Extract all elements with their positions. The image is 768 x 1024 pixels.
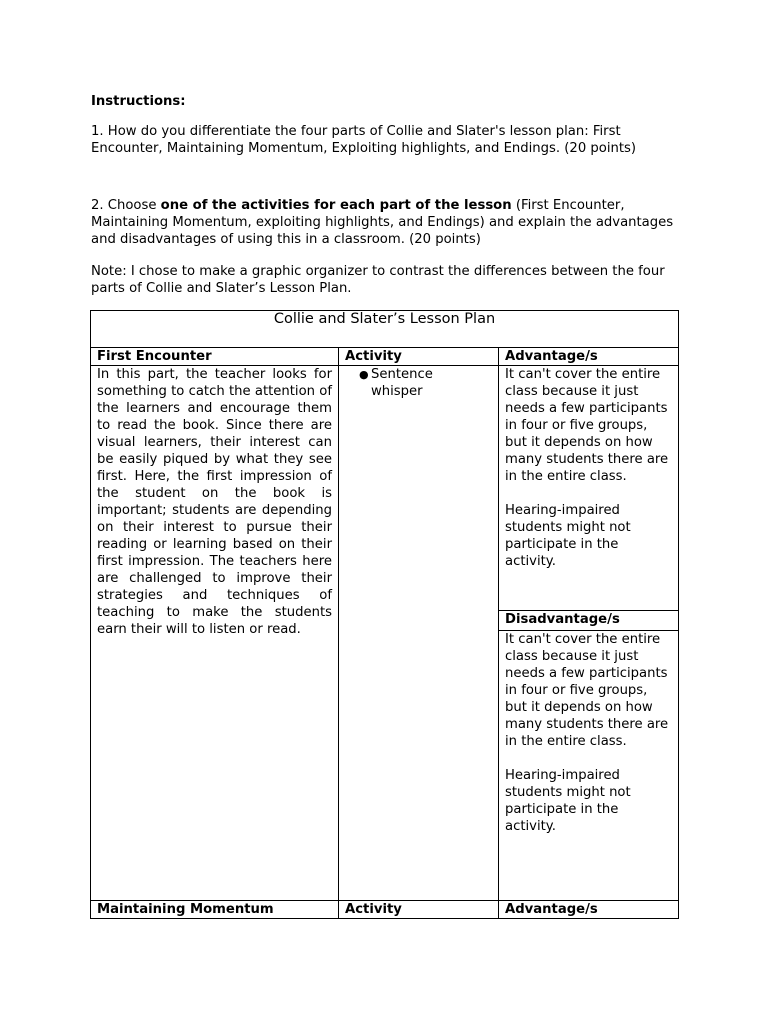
paragraph-gap xyxy=(505,750,672,767)
first-encounter-description: In this part, the teacher looks for something to catch the attention of the learners and encourage them to read the book. Since there are visual learners, their interest can be easily piqued by what they see first. Here, the first impression of the student on the book is important; students are depending on their interest to pursue their reading or learning based on their first impression. The teachers here are challenged to improve their strategies and techniques of teaching to make the students earn their will to listen or read. xyxy=(91,366,339,901)
advantage-cell xyxy=(499,366,679,611)
bullet-icon: ● xyxy=(359,368,369,381)
table-title-row xyxy=(91,311,679,348)
table-header-row xyxy=(91,901,679,919)
table-header-row xyxy=(91,348,679,366)
disadvantage-paragraph-2: Hearing-impaired students might not participate in the activity. xyxy=(505,768,631,834)
lesson-plan-table xyxy=(90,310,679,919)
activity-header: Activity xyxy=(339,348,499,366)
activity-header: Activity xyxy=(339,901,499,919)
paragraph-gap xyxy=(505,485,672,502)
note-paragraph: Note: I chose to make a graphic organizer to contrast the differences between the four parts of Collie and Slater’s Lesson Plan. xyxy=(91,264,665,296)
advantage-paragraph-2: Hearing-impaired students might not participate in the activity. xyxy=(505,503,631,569)
maintaining-momentum-header: Maintaining Momentum xyxy=(91,901,339,919)
first-encounter-header: First Encounter xyxy=(91,348,339,366)
disadvantage-paragraph-1: It can't cover the entire class because it just needs a few participants in four or five groups, but it depends on how many students there are in the entire class. xyxy=(505,632,669,749)
table-row xyxy=(91,366,679,611)
question-2-suffix: (First Encounter, Maintaining Momentum, exploiting highlights, and Endings) and explain the advantages and disadvantages of using this in a classroom. (20 points) xyxy=(91,198,674,247)
activity-text: Sentence whisper xyxy=(371,367,433,399)
advantage-paragraph-1: It can't cover the entire class because it just needs a few participants in four or five groups, but it depends on how many students there are in the entire class. xyxy=(505,367,669,484)
instructions-heading: Instructions: xyxy=(91,94,186,109)
table-title: Collie and Slater’s Lesson Plan xyxy=(91,311,679,348)
advantage-header: Advantage/s xyxy=(499,348,679,366)
disadvantage-header: Disadvantage/s xyxy=(499,611,679,631)
question-2 xyxy=(91,197,676,248)
first-encounter-activity xyxy=(339,366,499,901)
list-item xyxy=(345,366,492,400)
question-1: 1. How do you differentiate the four parts of Collie and Slater's lesson plan: First Encounter, Maintaining Momentum, Exploiting highlights, and Endings. (20 points) xyxy=(91,124,637,156)
question-2-prefix: 2. Choose xyxy=(91,198,161,213)
disadvantage-cell xyxy=(499,631,679,901)
question-2-emphasis: one of the activities for each part of the lesson xyxy=(160,198,512,213)
advantage-header: Advantage/s xyxy=(499,901,679,919)
